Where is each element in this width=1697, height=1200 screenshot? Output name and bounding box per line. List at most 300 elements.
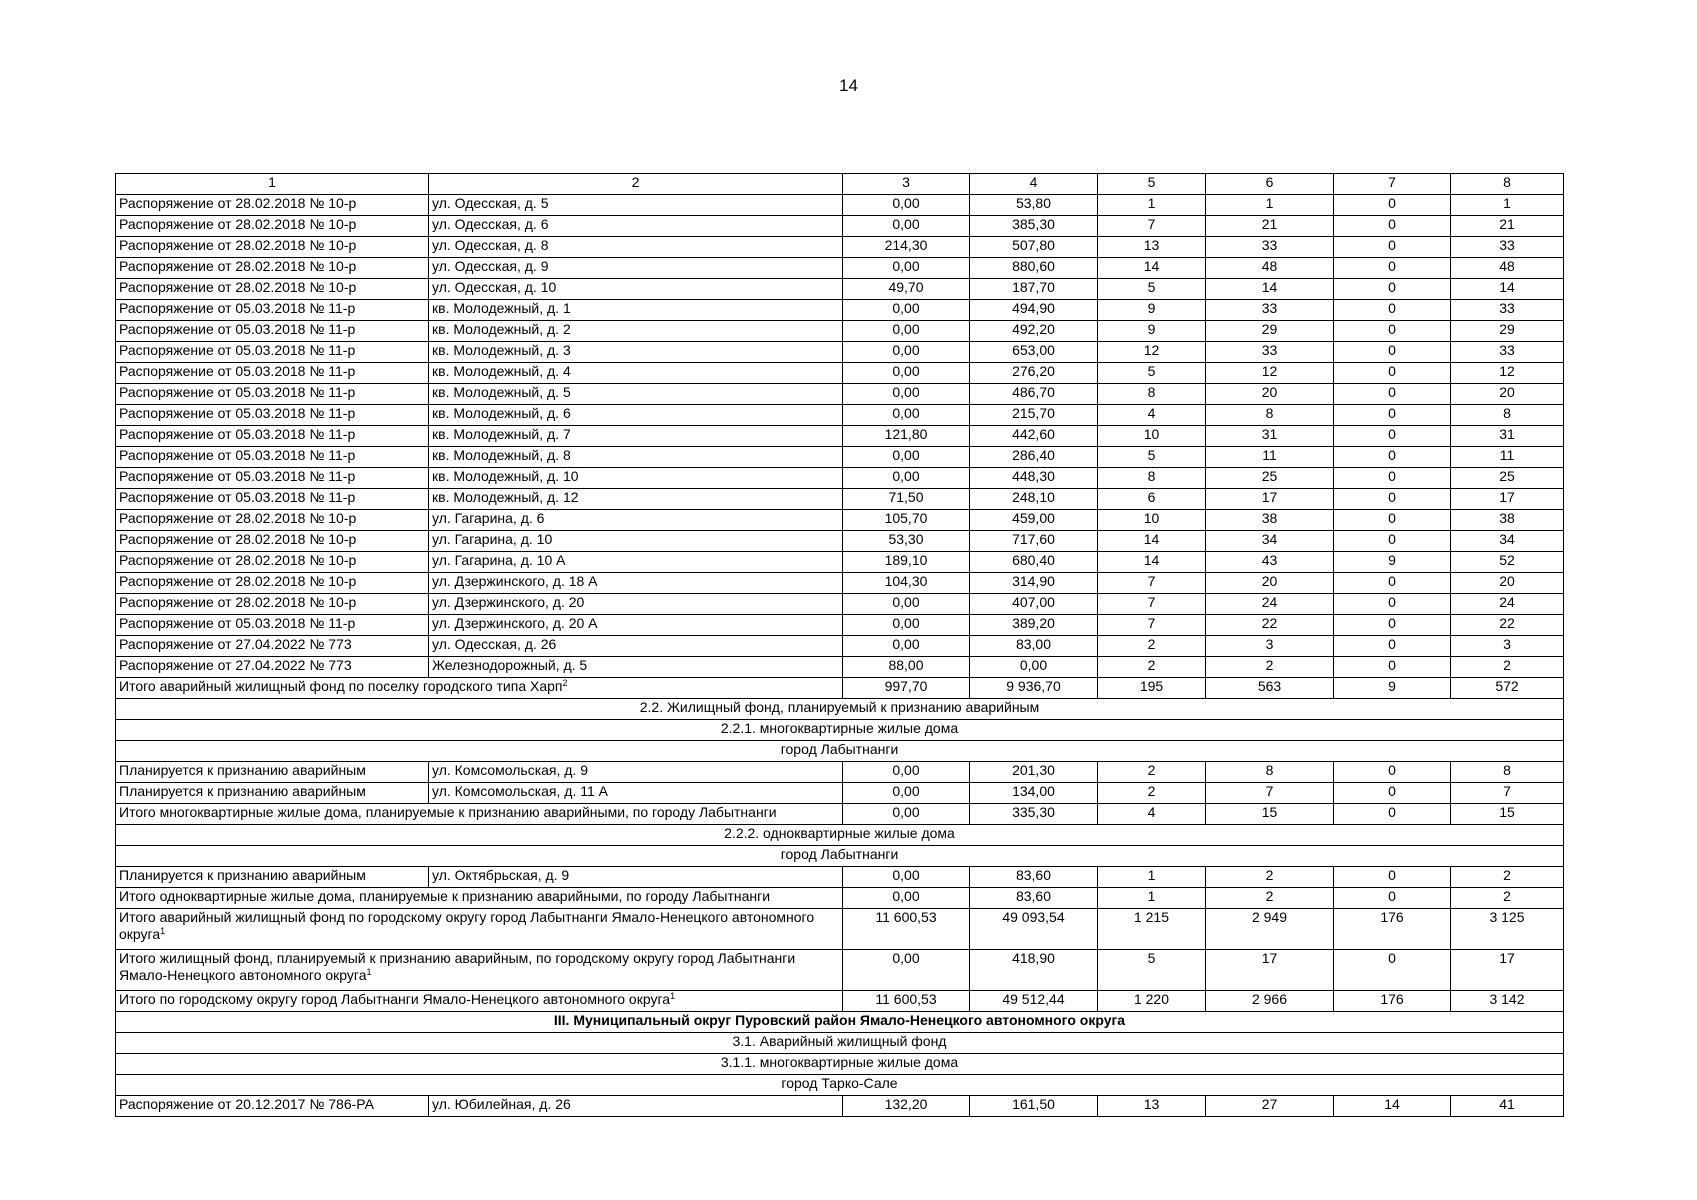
value-cell: 8 [1098, 468, 1206, 489]
table-row [116, 531, 1564, 552]
table-row [116, 552, 1564, 573]
footnote-mark: 1 [366, 967, 372, 977]
value-cell: 1 220 [1098, 991, 1206, 1012]
value-cell: 161,50 [970, 1096, 1098, 1117]
value-cell: 11 600,53 [843, 991, 970, 1012]
column-number: 1 [116, 174, 429, 195]
value-cell: 14 [1451, 279, 1564, 300]
value-cell: 1 [1098, 888, 1206, 909]
value-cell: 2 966 [1206, 991, 1334, 1012]
value-cell: 0 [1334, 363, 1451, 384]
document-cell: Распоряжение от 28.02.2018 № 10-р [116, 279, 429, 300]
value-cell: 385,30 [970, 216, 1098, 237]
table-row [116, 783, 1564, 804]
value-cell: 14 [1206, 279, 1334, 300]
section-row [116, 1075, 1564, 1096]
section-heading: III. Муниципальный округ Пуровский район Ямало-Ненецкого автономного округа [116, 1012, 1564, 1033]
total-label-cell [116, 678, 843, 699]
total-row [116, 909, 1564, 950]
value-cell: 5 [1098, 363, 1206, 384]
address-cell: ул. Одесская, д. 9 [429, 258, 843, 279]
table-row [116, 573, 1564, 594]
value-cell: 33 [1206, 342, 1334, 363]
value-cell: 0 [1334, 573, 1451, 594]
column-number: 2 [429, 174, 843, 195]
value-cell: 0 [1334, 447, 1451, 468]
value-cell: 15 [1206, 804, 1334, 825]
value-cell: 5 [1098, 447, 1206, 468]
value-cell: 27 [1206, 1096, 1334, 1117]
value-cell: 83,60 [970, 867, 1098, 888]
value-cell: 0 [1334, 510, 1451, 531]
total-label-cell [116, 804, 843, 825]
value-cell: 0,00 [843, 783, 970, 804]
value-cell: 0 [1334, 657, 1451, 678]
value-cell: 286,40 [970, 447, 1098, 468]
value-cell: 83,60 [970, 888, 1098, 909]
value-cell: 0 [1334, 468, 1451, 489]
value-cell: 8 [1206, 762, 1334, 783]
value-cell: 0,00 [843, 867, 970, 888]
value-cell: 7 [1098, 615, 1206, 636]
value-cell: 14 [1334, 1096, 1451, 1117]
document-cell: Планируется к признанию аварийным [116, 783, 429, 804]
value-cell: 572 [1451, 678, 1564, 699]
value-cell: 7 [1098, 216, 1206, 237]
table-row [116, 657, 1564, 678]
value-cell: 48 [1206, 258, 1334, 279]
total-label-cell [116, 909, 843, 950]
value-cell: 0 [1334, 237, 1451, 258]
table-row [116, 636, 1564, 657]
value-cell: 0 [1334, 342, 1451, 363]
value-cell: 2 [1206, 657, 1334, 678]
document-cell: Распоряжение от 05.03.2018 № 11-р [116, 405, 429, 426]
value-cell: 33 [1451, 300, 1564, 321]
value-cell: 2 [1098, 657, 1206, 678]
address-cell: кв. Молодежный, д. 12 [429, 489, 843, 510]
value-cell: 189,10 [843, 552, 970, 573]
value-cell: 0 [1334, 636, 1451, 657]
value-cell: 201,30 [970, 762, 1098, 783]
value-cell: 13 [1098, 1096, 1206, 1117]
table-row [116, 468, 1564, 489]
address-cell: ул. Дзержинского, д. 20 А [429, 615, 843, 636]
value-cell: 52 [1451, 552, 1564, 573]
value-cell: 48 [1451, 258, 1564, 279]
value-cell: 9 [1334, 678, 1451, 699]
total-label: Итого одноквартирные жилые дома, планируемые к признанию аварийными, по городу Лабытнанги [119, 888, 771, 904]
value-cell: 0,00 [843, 342, 970, 363]
value-cell: 15 [1451, 804, 1564, 825]
value-cell: 24 [1206, 594, 1334, 615]
address-cell: кв. Молодежный, д. 6 [429, 405, 843, 426]
value-cell: 0 [1334, 279, 1451, 300]
document-cell: Распоряжение от 28.02.2018 № 10-р [116, 510, 429, 531]
value-cell: 14 [1098, 552, 1206, 573]
table-row [116, 384, 1564, 405]
value-cell: 0,00 [843, 615, 970, 636]
section-row [116, 720, 1564, 741]
total-label-cell [116, 888, 843, 909]
value-cell: 132,20 [843, 1096, 970, 1117]
value-cell: 0,00 [843, 321, 970, 342]
value-cell: 17 [1206, 950, 1334, 991]
value-cell: 33 [1206, 237, 1334, 258]
value-cell: 104,30 [843, 573, 970, 594]
value-cell: 0,00 [843, 762, 970, 783]
document-cell: Распоряжение от 05.03.2018 № 11-р [116, 615, 429, 636]
value-cell: 4 [1098, 804, 1206, 825]
value-cell: 4 [1098, 405, 1206, 426]
section-heading: 2.2. Жилищный фонд, планируемый к признанию аварийным [116, 699, 1564, 720]
address-cell: кв. Молодежный, д. 3 [429, 342, 843, 363]
total-label: Итого по городскому округу город Лабытнанги Ямало-Ненецкого автономного округа [119, 991, 671, 1007]
address-cell: кв. Молодежный, д. 5 [429, 384, 843, 405]
section-heading: 2.2.2. одноквартирные жилые дома [116, 825, 1564, 846]
value-cell: 14 [1098, 531, 1206, 552]
value-cell: 49,70 [843, 279, 970, 300]
value-cell: 7 [1206, 783, 1334, 804]
value-cell: 7 [1098, 573, 1206, 594]
value-cell: 176 [1334, 909, 1451, 950]
value-cell: 29 [1206, 321, 1334, 342]
document-cell: Планируется к признанию аварийным [116, 867, 429, 888]
value-cell: 187,70 [970, 279, 1098, 300]
value-cell: 1 [1098, 195, 1206, 216]
value-cell: 34 [1451, 531, 1564, 552]
value-cell: 71,50 [843, 489, 970, 510]
value-cell: 0,00 [843, 216, 970, 237]
value-cell: 33 [1206, 300, 1334, 321]
address-cell: ул. Гагарина, д. 6 [429, 510, 843, 531]
document-cell: Распоряжение от 05.03.2018 № 11-р [116, 321, 429, 342]
value-cell: 20 [1206, 384, 1334, 405]
value-cell: 214,30 [843, 237, 970, 258]
document-cell: Распоряжение от 28.02.2018 № 10-р [116, 258, 429, 279]
value-cell: 8 [1451, 762, 1564, 783]
value-cell: 0,00 [843, 594, 970, 615]
value-cell: 9 [1098, 321, 1206, 342]
value-cell: 11 [1206, 447, 1334, 468]
value-cell: 0,00 [843, 888, 970, 909]
address-cell: ул. Одесская, д. 8 [429, 237, 843, 258]
value-cell: 11 [1451, 447, 1564, 468]
value-cell: 21 [1206, 216, 1334, 237]
value-cell: 0 [1334, 426, 1451, 447]
section-heading: 3.1.1. многоквартирные жилые дома [116, 1054, 1564, 1075]
value-cell: 9 936,70 [970, 678, 1098, 699]
document-cell: Распоряжение от 28.02.2018 № 10-р [116, 216, 429, 237]
value-cell: 10 [1098, 426, 1206, 447]
value-cell: 8 [1451, 405, 1564, 426]
table-row [116, 405, 1564, 426]
value-cell: 0 [1334, 950, 1451, 991]
value-cell: 53,80 [970, 195, 1098, 216]
section-row [116, 741, 1564, 762]
value-cell: 448,30 [970, 468, 1098, 489]
section-heading: город Лабытнанги [116, 741, 1564, 762]
value-cell: 2 [1098, 636, 1206, 657]
value-cell: 6 [1098, 489, 1206, 510]
value-cell: 8 [1098, 384, 1206, 405]
value-cell: 134,00 [970, 783, 1098, 804]
value-cell: 34 [1206, 531, 1334, 552]
value-cell: 3 [1206, 636, 1334, 657]
column-number: 8 [1451, 174, 1564, 195]
value-cell: 0 [1334, 888, 1451, 909]
table-row [116, 867, 1564, 888]
value-cell: 0 [1334, 867, 1451, 888]
total-label-cell [116, 991, 843, 1012]
value-cell: 459,00 [970, 510, 1098, 531]
section-heading: город Тарко-Сале [116, 1075, 1564, 1096]
value-cell: 997,70 [843, 678, 970, 699]
value-cell: 507,80 [970, 237, 1098, 258]
value-cell: 2 [1451, 657, 1564, 678]
address-cell: кв. Молодежный, д. 8 [429, 447, 843, 468]
table-row [116, 489, 1564, 510]
value-cell: 13 [1098, 237, 1206, 258]
address-cell: ул. Юбилейная, д. 26 [429, 1096, 843, 1117]
value-cell: 12 [1098, 342, 1206, 363]
value-cell: 1 [1206, 195, 1334, 216]
section-heading: 3.1. Аварийный жилищный фонд [116, 1033, 1564, 1054]
value-cell: 2 949 [1206, 909, 1334, 950]
value-cell: 3 142 [1451, 991, 1564, 1012]
housing-table [115, 173, 1564, 1117]
value-cell: 25 [1451, 468, 1564, 489]
address-cell: ул. Гагарина, д. 10 [429, 531, 843, 552]
value-cell: 17 [1451, 489, 1564, 510]
table-row [116, 762, 1564, 783]
page-number: 14 [839, 76, 858, 95]
table-row [116, 363, 1564, 384]
value-cell: 0 [1334, 594, 1451, 615]
value-cell: 9 [1334, 552, 1451, 573]
value-cell: 0 [1334, 300, 1451, 321]
column-number: 3 [843, 174, 970, 195]
document-cell: Распоряжение от 05.03.2018 № 11-р [116, 363, 429, 384]
value-cell: 0 [1334, 615, 1451, 636]
column-number: 5 [1098, 174, 1206, 195]
value-cell: 0 [1334, 258, 1451, 279]
value-cell: 2 [1098, 762, 1206, 783]
value-cell: 10 [1098, 510, 1206, 531]
value-cell: 3 [1451, 636, 1564, 657]
total-row [116, 888, 1564, 909]
value-cell: 0,00 [843, 363, 970, 384]
value-cell: 0,00 [843, 950, 970, 991]
value-cell: 248,10 [970, 489, 1098, 510]
value-cell: 335,30 [970, 804, 1098, 825]
value-cell: 0 [1334, 216, 1451, 237]
value-cell: 7 [1098, 594, 1206, 615]
value-cell: 20 [1451, 573, 1564, 594]
value-cell: 0 [1334, 405, 1451, 426]
section-heading: 2.2.1. многоквартирные жилые дома [116, 720, 1564, 741]
column-number-row [116, 174, 1564, 195]
value-cell: 0,00 [843, 300, 970, 321]
value-cell: 29 [1451, 321, 1564, 342]
address-cell: ул. Одесская, д. 5 [429, 195, 843, 216]
footnote-mark: 2 [562, 678, 568, 688]
document-cell: Распоряжение от 27.04.2022 № 773 [116, 636, 429, 657]
value-cell: 105,70 [843, 510, 970, 531]
column-number: 7 [1334, 174, 1451, 195]
document-cell: Распоряжение от 05.03.2018 № 11-р [116, 426, 429, 447]
value-cell: 0 [1334, 783, 1451, 804]
value-cell: 31 [1451, 426, 1564, 447]
value-cell: 8 [1206, 405, 1334, 426]
address-cell: ул. Комсомольская, д. 9 [429, 762, 843, 783]
section-row [116, 699, 1564, 720]
value-cell: 314,90 [970, 573, 1098, 594]
value-cell: 2 [1206, 888, 1334, 909]
value-cell: 38 [1206, 510, 1334, 531]
address-cell: Железнодорожный, д. 5 [429, 657, 843, 678]
address-cell: кв. Молодежный, д. 2 [429, 321, 843, 342]
value-cell: 717,60 [970, 531, 1098, 552]
document-cell: Распоряжение от 28.02.2018 № 10-р [116, 195, 429, 216]
value-cell: 407,00 [970, 594, 1098, 615]
value-cell: 33 [1451, 342, 1564, 363]
document-cell: Распоряжение от 28.02.2018 № 10-р [116, 552, 429, 573]
table-row [116, 300, 1564, 321]
value-cell: 0 [1334, 489, 1451, 510]
value-cell: 38 [1451, 510, 1564, 531]
value-cell: 88,00 [843, 657, 970, 678]
table-row [116, 258, 1564, 279]
table-row [116, 321, 1564, 342]
footnote-mark: 1 [670, 991, 676, 1001]
document-cell: Распоряжение от 05.03.2018 № 11-р [116, 489, 429, 510]
value-cell: 0 [1334, 195, 1451, 216]
value-cell: 0,00 [843, 636, 970, 657]
value-cell: 176 [1334, 991, 1451, 1012]
value-cell: 0,00 [843, 405, 970, 426]
value-cell: 492,20 [970, 321, 1098, 342]
address-cell: ул. Дзержинского, д. 20 [429, 594, 843, 615]
value-cell: 0 [1334, 384, 1451, 405]
value-cell: 0 [1334, 762, 1451, 783]
section-row [116, 1033, 1564, 1054]
table-row [116, 594, 1564, 615]
value-cell: 21 [1451, 216, 1564, 237]
address-cell: ул. Октябрьская, д. 9 [429, 867, 843, 888]
value-cell: 418,90 [970, 950, 1098, 991]
value-cell: 653,00 [970, 342, 1098, 363]
table-row [116, 216, 1564, 237]
value-cell: 5 [1098, 950, 1206, 991]
document-cell: Распоряжение от 20.12.2017 № 786-РА [116, 1096, 429, 1117]
value-cell: 14 [1098, 258, 1206, 279]
table-row [116, 195, 1564, 216]
address-cell: кв. Молодежный, д. 10 [429, 468, 843, 489]
value-cell: 121,80 [843, 426, 970, 447]
value-cell: 25 [1206, 468, 1334, 489]
section-row [116, 1012, 1564, 1033]
value-cell: 20 [1206, 573, 1334, 594]
value-cell: 12 [1451, 363, 1564, 384]
value-cell: 5 [1098, 279, 1206, 300]
total-row [116, 991, 1564, 1012]
value-cell: 563 [1206, 678, 1334, 699]
section-row [116, 1054, 1564, 1075]
value-cell: 43 [1206, 552, 1334, 573]
address-cell: ул. Комсомольская, д. 11 А [429, 783, 843, 804]
value-cell: 0,00 [970, 657, 1098, 678]
section-row [116, 825, 1564, 846]
address-cell: кв. Молодежный, д. 1 [429, 300, 843, 321]
value-cell: 49 512,44 [970, 991, 1098, 1012]
value-cell: 494,90 [970, 300, 1098, 321]
document-cell: Распоряжение от 05.03.2018 № 11-р [116, 447, 429, 468]
table-row [116, 342, 1564, 363]
address-cell: ул. Одесская, д. 10 [429, 279, 843, 300]
value-cell: 11 600,53 [843, 909, 970, 950]
value-cell: 17 [1451, 950, 1564, 991]
section-row [116, 846, 1564, 867]
document-cell: Распоряжение от 27.04.2022 № 773 [116, 657, 429, 678]
table-row [116, 279, 1564, 300]
value-cell: 0,00 [843, 804, 970, 825]
value-cell: 12 [1206, 363, 1334, 384]
document-cell: Распоряжение от 05.03.2018 № 11-р [116, 468, 429, 489]
value-cell: 1 [1451, 195, 1564, 216]
value-cell: 20 [1451, 384, 1564, 405]
document-cell: Распоряжение от 05.03.2018 № 11-р [116, 384, 429, 405]
value-cell: 0 [1334, 531, 1451, 552]
value-cell: 0,00 [843, 447, 970, 468]
value-cell: 0 [1334, 804, 1451, 825]
total-label: Итого аварийный жилищный фонд по поселку городского типа Харп [119, 678, 563, 694]
value-cell: 195 [1098, 678, 1206, 699]
value-cell: 22 [1451, 615, 1564, 636]
value-cell: 442,60 [970, 426, 1098, 447]
document-cell: Распоряжение от 05.03.2018 № 11-р [116, 342, 429, 363]
document-cell: Распоряжение от 28.02.2018 № 10-р [116, 573, 429, 594]
value-cell: 22 [1206, 615, 1334, 636]
value-cell: 53,30 [843, 531, 970, 552]
document-cell: Распоряжение от 28.02.2018 № 10-р [116, 594, 429, 615]
column-number: 6 [1206, 174, 1334, 195]
value-cell: 1 [1098, 867, 1206, 888]
table-row [116, 426, 1564, 447]
section-heading: город Лабытнанги [116, 846, 1564, 867]
document-cell: Распоряжение от 28.02.2018 № 10-р [116, 531, 429, 552]
value-cell: 0,00 [843, 384, 970, 405]
total-label: Итого аварийный жилищный фонд по городскому округу город Лабытнанги Ямало-Ненецкого автономного округа [119, 909, 815, 942]
table-row [116, 510, 1564, 531]
table-row [116, 1096, 1564, 1117]
document-cell: Планируется к признанию аварийным [116, 762, 429, 783]
value-cell: 0,00 [843, 195, 970, 216]
total-row [116, 950, 1564, 991]
value-cell: 389,20 [970, 615, 1098, 636]
value-cell: 486,70 [970, 384, 1098, 405]
value-cell: 276,20 [970, 363, 1098, 384]
total-row [116, 678, 1564, 699]
value-cell: 0 [1334, 321, 1451, 342]
value-cell: 33 [1451, 237, 1564, 258]
value-cell: 2 [1451, 867, 1564, 888]
address-cell: ул. Гагарина, д. 10 А [429, 552, 843, 573]
address-cell: кв. Молодежный, д. 4 [429, 363, 843, 384]
address-cell: ул. Одесская, д. 26 [429, 636, 843, 657]
value-cell: 24 [1451, 594, 1564, 615]
address-cell: кв. Молодежный, д. 7 [429, 426, 843, 447]
